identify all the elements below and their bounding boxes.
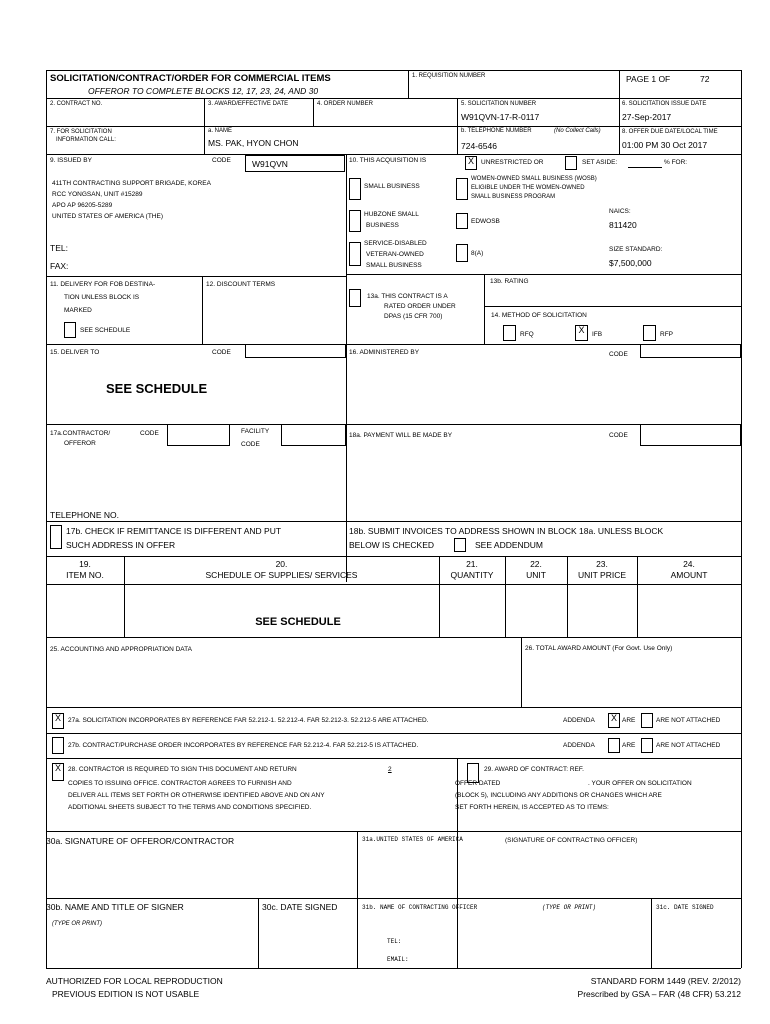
col-num: 20.: [275, 559, 288, 569]
contract-no-label: 2. CONTRACT NO.: [50, 101, 103, 107]
edwosb-checkbox[interactable]: [456, 213, 468, 229]
order-number-label: 4. ORDER NUMBER: [317, 101, 374, 107]
issuer-tel: TEL:: [50, 243, 68, 253]
eight-a-label: 8(A): [471, 250, 484, 257]
offer-due-label: 8. OFFER DUE DATE/LOCAL TIME: [622, 129, 718, 135]
addendum-checkbox[interactable]: [454, 538, 466, 552]
size-standard-label: SIZE STANDARD:: [609, 246, 663, 253]
footer-right-2: Prescribed by GSA – FAR (48 CFR) 53.212: [577, 989, 741, 999]
contract-ref-checkbox[interactable]: [52, 737, 64, 754]
divider: [628, 167, 662, 168]
signer-name-label: 30b. NAME AND TITLE OF SIGNER: [46, 902, 184, 912]
addenda-are-not-checkbox[interactable]: [641, 713, 653, 728]
award-offer-label: . YOUR OFFER ON SOLICITATION: [588, 780, 692, 787]
payment-label: 18a. PAYMENT WILL BE MADE BY: [349, 432, 453, 439]
issued-code: W91QVN: [252, 159, 288, 169]
divider: [457, 758, 458, 968]
invoice-label-2: BELOW IS CHECKED: [349, 540, 435, 550]
contractor-label-2: OFFEROR: [64, 440, 96, 447]
info-call-label-2: INFORMATION CALL:: [56, 137, 116, 143]
divider: [46, 707, 741, 708]
sdvosb-checkbox[interactable]: [349, 242, 361, 266]
rfq-checkbox[interactable]: [503, 325, 516, 341]
col-amount: AMOUNT: [670, 570, 708, 580]
facility-code-label-2: CODE: [241, 441, 260, 448]
addenda-are-not-label: ARE NOT ATTACHED: [656, 742, 721, 749]
divider: [408, 70, 409, 98]
issue-date: 27-Sep-2017: [622, 112, 672, 122]
addenda-label: ADDENDA: [563, 742, 595, 749]
naics-label: NAICS:: [609, 208, 631, 215]
offeror-signature-label: 30a. SIGNATURE OF OFFEROR/CONTRACTOR: [46, 836, 235, 846]
col-num: 23.: [596, 559, 608, 569]
footer-left-1: AUTHORIZED FOR LOCAL REPRODUCTION: [46, 976, 223, 986]
divider: [346, 154, 347, 582]
divider: [651, 898, 652, 968]
copies-count: 2: [388, 766, 392, 773]
set-aside-label: SET ASIDE:: [582, 159, 618, 166]
deliver-code-label: CODE: [212, 349, 231, 356]
divider: [46, 898, 741, 899]
phone-label: b. TELEPHONE NUMBER: [461, 128, 532, 134]
sdvosb-label-2: VETERAN-OWNED: [366, 251, 424, 258]
divider: [46, 584, 741, 585]
administered-code-label: CODE: [609, 351, 628, 358]
rated-order-label-3: DPAS (15 CFR 700): [384, 313, 443, 320]
requisition-label: 1. REQUISITION NUMBER: [412, 73, 486, 79]
contractor-sign-label-2: COPIES TO ISSUING OFFICE. CONTRACTOR AGREES TO FURNISH AND: [68, 780, 292, 787]
contractor-sign-label-3: DELIVER ALL ITEMS SET FORTH OR OTHERWISE IDENTIFIED ABOVE AND ON ANY: [68, 792, 325, 799]
addenda-label: ADDENDA: [563, 717, 595, 724]
contractor-sign-label: 28. CONTRACTOR IS REQUIRED TO SIGN THIS DOCUMENT AND RETURN: [68, 766, 297, 773]
pct-for-label: % FOR:: [664, 159, 688, 166]
divider: [46, 733, 741, 734]
form-title: SOLICITATION/CONTRACT/ORDER FOR COMMERCIAL ITEMS: [50, 73, 331, 84]
col-num: 21.: [466, 559, 478, 569]
award-date-label: 3. AWARD/EFFECTIVE DATE: [208, 101, 289, 107]
rated-order-label-2: RATED ORDER UNDER: [384, 303, 456, 310]
telephone-label: TELEPHONE NO.: [50, 510, 119, 520]
issuer-fax: FAX:: [50, 261, 69, 271]
discount-terms-label: 12. DISCOUNT TERMS: [206, 281, 276, 288]
small-business-checkbox[interactable]: [349, 178, 361, 200]
divider: [202, 276, 203, 344]
form-border-right: [741, 70, 742, 968]
officer-email: EMAIL:: [387, 956, 409, 963]
issuer-address-line: UNITED STATES OF AMERICA (THE): [52, 213, 163, 220]
col-quantity: QUANTITY: [450, 570, 494, 580]
fob-label-2: TION UNLESS BLOCK IS: [64, 294, 140, 301]
addenda-are-not-checkbox[interactable]: [641, 738, 653, 753]
award-label-4: SET FORTH HEREIN, IS ACCEPTED AS TO ITEMS:: [455, 804, 609, 811]
form-subtitle: OFFEROR TO COMPLETE BLOCKS 12, 17, 23, 24, AND 30: [88, 86, 319, 96]
facility-code-label: FACILITY: [241, 428, 270, 435]
divider: [46, 126, 741, 127]
col-item-no: ITEM NO.: [66, 570, 104, 580]
officer-name-label: 31b. NAME OF CONTRACTING OFFICER: [362, 904, 478, 911]
contractor-label: 17a.CONTRACTOR/: [50, 430, 111, 437]
col-unit: UNIT: [526, 570, 546, 580]
contractor-sign-label-4: ADDITIONAL SHEETS SUBJECT TO THE TERMS AND CONDITIONS SPECIFIED.: [68, 804, 312, 811]
wosb-label: WOMEN-OWNED SMALL BUSINESS (WOSB): [471, 176, 597, 182]
rfp-label: RFP: [660, 331, 673, 338]
sdvosb-label-3: SMALL BUSINESS: [366, 262, 422, 269]
fob-see-schedule: SEE SCHEDULE: [80, 327, 131, 334]
form-border-left: [46, 70, 47, 968]
rated-order-checkbox[interactable]: [349, 289, 361, 307]
accounting-label: 25. ACCOUNTING AND APPROPRIATION DATA: [50, 646, 192, 653]
edwosb-label: EDWOSB: [471, 218, 500, 225]
officer-type-note: (TYPE OR PRINT): [542, 904, 597, 911]
addendum-label: SEE ADDENDUM: [475, 540, 544, 550]
divider: [521, 637, 522, 707]
award-label: 29. AWARD OF CONTRACT: REF.: [484, 766, 584, 773]
divider: [313, 98, 314, 126]
issuer-address-line: 411TH CONTRACTING SUPPORT BRIGADE, KOREA: [52, 180, 211, 187]
award-label-3: (BLOCK 5), INCLUDING ANY ADDITIONS OR CHANGES WHICH ARE: [455, 792, 662, 799]
rating-label: 13b. RATING: [490, 278, 529, 285]
officer-tel: TEL:: [387, 938, 402, 945]
divider: [46, 521, 741, 522]
page-label: PAGE 1 OF: [626, 74, 671, 84]
naics-code: 811420: [609, 220, 637, 230]
solicitation-number-label: 5. SOLICITATION NUMBER: [461, 101, 537, 107]
footer-left-2: PREVIOUS EDITION IS NOT USABLE: [52, 989, 200, 999]
name-label: a. NAME: [208, 128, 233, 134]
sdvosb-label: SERVICE-DISABLED: [364, 240, 427, 247]
col-num: 19.: [79, 559, 91, 569]
divider: [484, 306, 741, 307]
table-see-schedule: SEE SCHEDULE: [255, 616, 341, 628]
col-num: 24.: [683, 559, 695, 569]
divider: [619, 70, 620, 98]
divider: [46, 424, 741, 425]
divider: [46, 276, 346, 277]
payment-code-label: CODE: [609, 432, 628, 439]
date-signed-label: 30c. DATE SIGNED: [262, 902, 338, 912]
deliver-to-label: 15. DELIVER TO: [50, 349, 100, 356]
issued-by-label: 9. ISSUED BY: [50, 157, 92, 164]
administered-by-label: 16. ADMINISTERED BY: [349, 349, 420, 356]
addenda-are-checkbox[interactable]: [608, 738, 620, 753]
eight-a-checkbox[interactable]: [456, 244, 468, 262]
phone-number: 724-6546: [461, 141, 497, 151]
method-label: 14. METHOD OF SOLICITATION: [491, 312, 587, 319]
invoice-label: 18b. SUBMIT INVOICES TO ADDRESS SHOWN IN BLOCK 18a. UNLESS BLOCK: [349, 526, 664, 536]
form-border-top: [46, 70, 741, 71]
hubzone-label: HUBZONE SMALL: [364, 211, 419, 218]
form-border-bottom: [46, 968, 741, 969]
addenda-are-label: ARE: [622, 742, 636, 749]
hubzone-label-2: BUSINESS: [366, 222, 399, 229]
small-business-label: SMALL BUSINESS: [364, 183, 420, 190]
divider: [357, 831, 358, 968]
acquisition-label: 10. THIS ACQUISITION IS: [349, 157, 427, 164]
officer-signature-label: (SIGNATURE OF CONTRACTING OFFICER): [505, 837, 638, 844]
issue-date-label: 6. SOLICITATION ISSUE DATE: [622, 101, 707, 107]
solicitation-number: W91QVN-17-R-0117: [461, 112, 540, 122]
set-aside-checkbox[interactable]: [565, 156, 577, 170]
contractor-sign-checkbox[interactable]: X: [52, 763, 64, 781]
divider: [46, 98, 741, 99]
wosb-label-2: ELIGIBLE UNDER THE WOMEN-OWNED: [471, 185, 585, 191]
remittance-label-2: SUCH ADDRESS IN OFFER: [66, 540, 176, 550]
remittance-checkbox[interactable]: [50, 525, 62, 549]
rfq-label: RFQ: [520, 331, 534, 338]
unrestricted-checkbox[interactable]: X: [465, 156, 477, 170]
divider: [46, 344, 741, 345]
addenda-are-checkbox[interactable]: X: [608, 713, 620, 728]
fob-checkbox[interactable]: [64, 322, 76, 338]
total-award-label: 26. TOTAL AWARD AMOUNT (For Govt. Use Only): [525, 645, 673, 652]
contractor-code-label: CODE: [140, 430, 159, 437]
contract-ref-label: 27b. CONTRACT/PURCHASE ORDER INCORPORATES BY REFERENCE FAR 52.212-4. FAR 52.212-5 IS ATTACHED.: [68, 742, 419, 749]
rfp-checkbox[interactable]: [643, 325, 656, 341]
issued-code-label: CODE: [212, 157, 231, 164]
contact-name: MS. PAK, HYON CHON: [208, 138, 299, 148]
offer-due: 01:00 PM 30 Oct 2017: [622, 140, 708, 150]
issuer-address-line: APO AP 96205-5289: [52, 202, 113, 209]
fob-label-3: MARKED: [64, 307, 92, 314]
divider: [484, 274, 485, 344]
rated-order-label: 13a. THIS CONTRACT IS A: [367, 293, 448, 300]
addenda-are-not-label: ARE NOT ATTACHED: [656, 717, 721, 724]
divider: [46, 637, 741, 638]
col-schedule: SCHEDULE OF SUPPLIES/ SERVICES: [205, 570, 358, 580]
footer-right-1: STANDARD FORM 1449 (REV. 2/2012): [590, 976, 741, 986]
fob-label: 11. DELIVERY FOR FOB DESTINA-: [50, 281, 156, 288]
deliver-see-schedule: SEE SCHEDULE: [106, 381, 208, 396]
solicitation-ref-label: 27a. SOLICITATION INCORPORATES BY REFERENCE FAR 52.212-1. 52.212-4. FAR 52.212-3. 52.212-5 ARE ATTACHED.: [68, 717, 429, 724]
ifb-checkbox[interactable]: X: [575, 325, 588, 341]
issuer-address-line: RCC YONGSAN, UNIT #15289: [52, 191, 143, 198]
size-standard: $7,500,000: [609, 258, 652, 268]
info-call-label: 7. FOR SOLICITATION: [50, 129, 112, 135]
col-unit-price: UNIT PRICE: [577, 570, 627, 580]
remittance-label: 17b. CHECK IF REMITTANCE IS DIFFERENT AND PUT: [66, 526, 282, 536]
solicitation-ref-checkbox[interactable]: X: [52, 713, 64, 729]
wosb-label-3: SMALL BUSINESS PROGRAM: [471, 194, 556, 200]
award-offer-dated: OFFER DATED: [455, 780, 501, 787]
unrestricted-label: UNRESTRICTED OR: [481, 159, 544, 166]
signer-type-note: (TYPE OR PRINT): [52, 921, 103, 927]
wosb-checkbox[interactable]: [456, 178, 468, 200]
addenda-are-label: ARE: [622, 717, 636, 724]
ifb-label: IFB: [592, 331, 603, 338]
col-num: 22.: [530, 559, 542, 569]
page-total: 72: [700, 74, 710, 84]
divider: [46, 154, 741, 155]
divider: [258, 898, 259, 968]
phone-note: (No Collect Calls): [554, 128, 601, 134]
usa-signature-label: 31a.UNITED STATES OF AMERICA: [362, 836, 463, 843]
divider: [346, 274, 741, 275]
hubzone-checkbox[interactable]: [349, 210, 361, 232]
divider: [46, 758, 741, 759]
divider: [46, 831, 741, 832]
officer-date-label: 31c. DATE SIGNED: [656, 904, 714, 911]
